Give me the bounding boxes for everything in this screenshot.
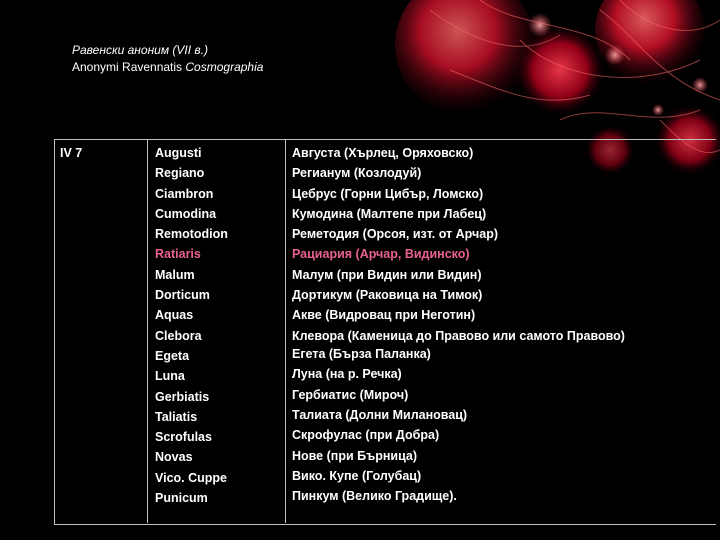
- bulgarian-name: Гербиатис (Мироч): [292, 387, 409, 402]
- bulgarian-name: Реметодия (Орсоя, изт. от Арчар): [292, 227, 498, 242]
- latin-name: Gerbiatis: [155, 389, 210, 404]
- latin-name: Remotodion: [155, 227, 228, 242]
- latin-name: Cumodina: [155, 206, 217, 221]
- bulgarian-name: Дортикум (Раковица на Тимок): [292, 288, 483, 303]
- header-title: Равенски аноним (VII в.): [72, 43, 209, 57]
- bulgarian-name: Акве (Видровац при Неготин): [292, 308, 476, 323]
- header-subtitle: [72, 59, 263, 76]
- bulgarian-name: Вико. Купе (Голубац): [292, 468, 422, 483]
- bulgarian-name: Августа (Хърлец, Оряховско): [292, 146, 474, 160]
- bulgarian-name: Нове (при Бърница): [292, 448, 418, 463]
- section-label: IV 7: [60, 146, 83, 160]
- document-header: [72, 42, 263, 76]
- bulgarian-name: Регианум (Козлодуй): [292, 166, 422, 181]
- bulgarian-name: Луна (на р. Речка): [292, 367, 402, 382]
- latin-name: Punicum: [155, 491, 208, 506]
- bulgarian-name: Рациария (Арчар, Видинско): [292, 247, 470, 262]
- latin-name: Malum: [155, 267, 195, 282]
- latin-name: Vico. Cuppe: [155, 470, 228, 485]
- column-divider: [285, 139, 286, 523]
- latin-name: Luna: [155, 369, 185, 384]
- bulgarian-name: Скрофулас (при Добра): [292, 428, 440, 443]
- header-subtitle-prefix: Anonymi Ravennatis: [72, 60, 186, 74]
- latin-name: Dorticum: [155, 288, 210, 303]
- bulgarian-name: Малум (при Видин или Видин): [292, 267, 482, 282]
- latin-name: Aquas: [155, 308, 194, 323]
- bulgarian-name: Цебрус (Горни Цибър, Ломско): [292, 186, 484, 201]
- bulgarian-name: Егета (Бърза Паланка): [292, 347, 431, 362]
- bulgarian-name: Клевора (Каменица до Правово или самото Правово): [292, 328, 625, 343]
- latin-name: Ciambron: [155, 186, 214, 201]
- latin-names-column: [155, 143, 280, 508]
- latin-name: Egeta: [155, 348, 190, 363]
- bulgarian-name: Талиата (Долни Милановац): [292, 408, 468, 423]
- latin-name: Regiano: [155, 166, 205, 181]
- latin-name: Taliatis: [155, 409, 198, 424]
- header-subtitle-italic: Cosmographia: [185, 60, 264, 74]
- latin-name: Augusti: [155, 146, 202, 160]
- column-divider: [147, 139, 148, 523]
- latin-name: Ratiaris: [155, 247, 201, 262]
- bulgarian-name: Кумодина (Малтепе при Лабец): [292, 206, 487, 221]
- latin-name: Scrofulas: [155, 430, 212, 445]
- latin-name: Clebora: [155, 328, 202, 343]
- bulgarian-name: Пинкум (Велико Градище).: [292, 489, 457, 504]
- bulgarian-names-column: [292, 143, 652, 507]
- section-column: [60, 143, 140, 163]
- latin-name: Novas: [155, 450, 193, 465]
